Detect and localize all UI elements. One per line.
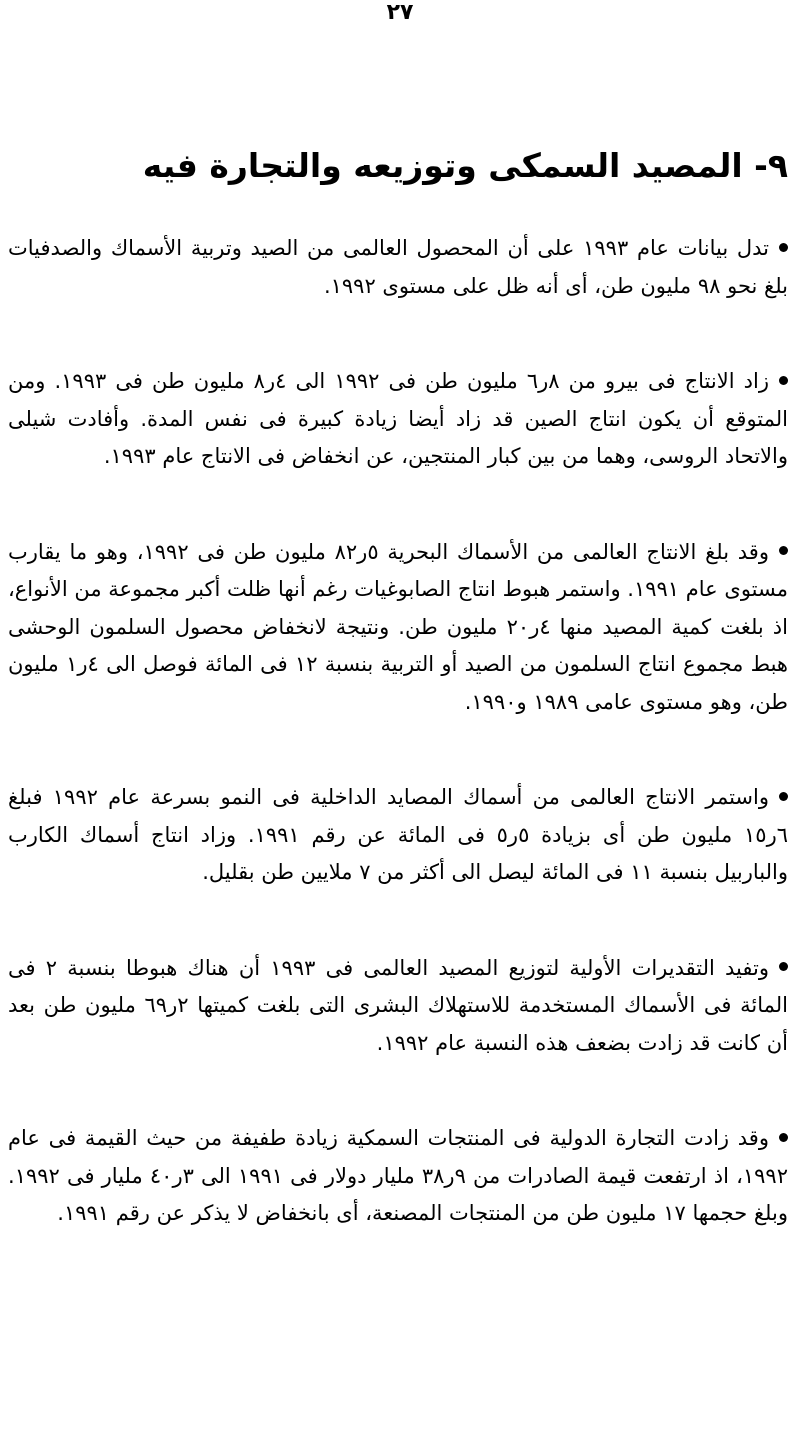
paragraph-text: تدل بيانات عام ١٩٩٣ على أن المحصول العالمى من الصيد وتربية الأسماك والصدفيات بلغ نحو ٩٨ مليون طن، أى أنه ظل على مستوى ١٩٩٢. (8, 236, 788, 298)
paragraph-text: وقد زادت التجارة الدولية فى المنتجات السمكية زيادة طفيفة من حيث القيمة فى عام ١٩٩٢، اذ ارتفعت قيمة الصادرات من ٩ر٣٨ مليار دولار فى ١٩٩١ الى ٣ر٤٠ مليار فى ١٩٩٢. وبلغ حجمها ١٧ مليون طن من المنتجات المصنعة، أى بانخفاض لا يذكر عن رقم ١٩٩١. (8, 1126, 788, 1225)
paragraph-text: واستمر الانتاج العالمى من أسماك المصايد الداخلية فى النمو بسرعة عام ١٩٩٢ فبلغ ٦ر١٥ مليون طن أى بزيادة ٥ر٥ فى المائة عن رقم ١٩٩١. وزاد انتاج أسماك الكارب والباربيل بنسبة ١١ فى المائة ليصل الى أكثر من ٧ ملايين طن بقليل. (8, 785, 788, 884)
paragraph (8, 950, 788, 1063)
paragraph (8, 363, 788, 476)
paragraph-text: زاد الانتاج فى بيرو من ٨ر٦ مليون طن فى ١٩٩٢ الى ٤ر٨ مليون طن فى ١٩٩٣. ومن المتوقع أن يكون انتاج الصين قد زاد أيضا زيادة كبيرة فى نفس المدة. وأفادت شيلى والاتحاد الروسى، وهما من بين كبار المنتجين، عن انخفاض فى الانتاج عام ١٩٩٣. (8, 369, 788, 468)
paragraph-text: وتفيد التقديرات الأولية لتوزيع المصيد العالمى فى ١٩٩٣ أن هناك هبوطا بنسبة ٢ فى المائة فى الأسماك المستخدمة للاستهلاك البشرى التى بلغت كميتها ٢ر٦٩ مليون طن بعد أن كانت قد زادت بضعف هذه النسبة عام ١٩٩٢. (8, 955, 788, 1055)
bullet-icon (779, 792, 788, 801)
body-text (8, 230, 788, 1233)
paragraph (8, 230, 788, 305)
section-heading: ٩- المصيد السمكى وتوزيعه والتجارة فيه (142, 146, 788, 185)
paragraph-text: وقد بلغ الانتاج العالمى من الأسماك البحرية ٥ر٨٢ مليون طن فى ١٩٩٢، وهو ما يقارب مستوى عام ١٩٩١. واستمر هبوط انتاج الصابوغيات رغم أنها ظلت أكبر مجموعة من الأنواع، اذ بلغت كمية المصيد منها ٤ر٢٠ مليون طن. ونتيجة لانخفاض محصول السلمون الوحشى هبط مجموع انتاج السلمون من الصيد أو التربية بنسبة ١٢ فى المائة فوصل الى ٤ر١ مليون طن، وهو مستوى عامى ١٩٨٩ و١٩٩٠. (8, 539, 788, 714)
bullet-icon (779, 546, 788, 555)
paragraph (8, 1120, 788, 1233)
bullet-icon (779, 243, 788, 252)
bullet-icon (779, 962, 788, 971)
paragraph (8, 779, 788, 892)
bullet-icon (779, 376, 788, 385)
paragraph (8, 534, 788, 722)
bullet-icon (779, 1133, 788, 1142)
page-number: ٢٧ (386, 0, 414, 25)
